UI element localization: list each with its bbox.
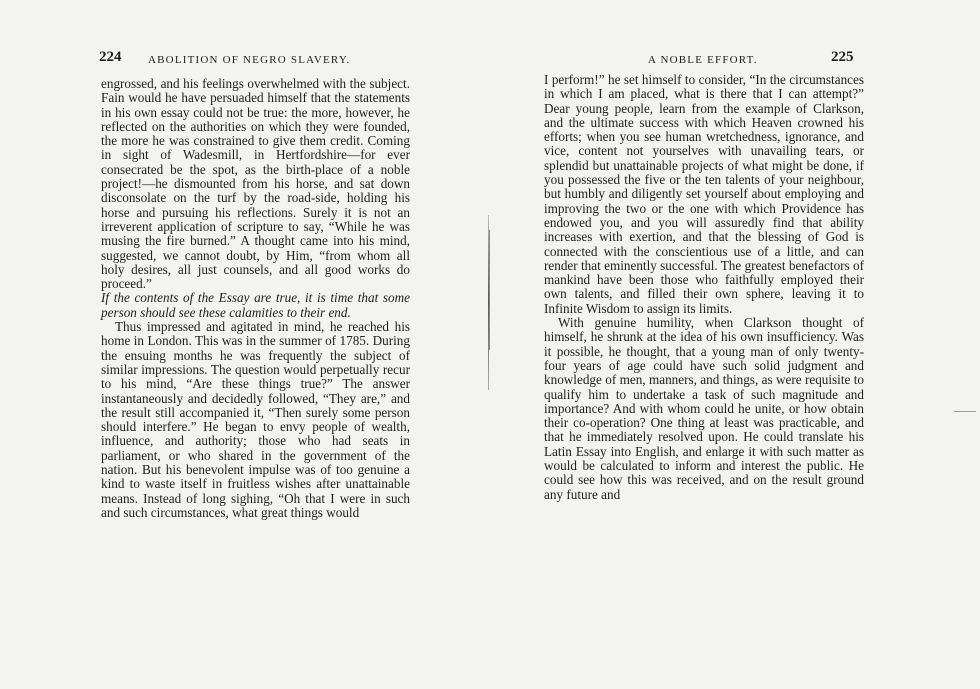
right-page — [490, 0, 980, 689]
left-page-body — [101, 77, 410, 520]
right-paragraph-2: With genuine humility, when Clarkson thought of himself, he shrunk at the idea of his own insufficiency. Was it possible, he thought, that a young man of only twenty-four years of age could have such solid judgment and knowledge of men, manners, and things, as were requisite to qualify him to undertake a task of such magnitude and importance? And with whom could he unite, or how obtain their co-operation? One thing at least was practicable, and that he immediately resolved upon. He could translate his Latin Essay into English, and enlarge it with such matter as would be calculated to inform and interest the public. He could see how this was received, and on the result ground any future and — [544, 315, 864, 502]
right-paragraph-1: I perform!” he set himself to consider, “In the circumstances in which I am placed, what is there that I can attempt?” Dear young people, learn from the example of Clarkson, and the ultimate success with which Heaven crowned his efforts; when you see human wretchedness, ignorance, and vice, content not yourselves with unavailing tears, or splendid but unattainable projects of what might be done, if you possessed the five or the ten talents of your neighbour, but humbly and diligently set yourself about employing and improving the two or the one with which Providence has endowed you, and you will assuredly find that ability increases with exertion, and that the blessing of God is connected with the conscientious use of a little, and can render that eminently successful. The greatest benefactors of mankind have been those who faithfully employed their own talents, and filled their own sphere, leaving it to Infinite Wisdom to assign its limits. — [544, 72, 864, 316]
left-paragraph-2-italic: If the contents of the Essay are true, it is time that some person should see these calamities to their end. — [101, 290, 410, 320]
right-page-number: 225 — [831, 49, 854, 65]
right-page-body — [544, 73, 864, 502]
left-paragraph-3: Thus impressed and agitated in mind, he reached his home in London. This was in the summer of 1785. During the ensuing months he was frequently the subject of similar impressions. The question would perpetually recur to his mind, “Are these things true?” The answer instantaneously and decidedly followed, “They are,” and the result still accompanied it, “Then surely some person should interfere.” He began to envy people of wealth, influence, and authority; those who had seats in parliament, or who shared in the government of the nation. But his benevolent impulse was of too genuine a kind to waste itself in fruitless wishes after unattainable means. Instead of long sighing, “Oh that I were in such and such circumstances, what great things would — [101, 319, 410, 520]
margin-rule-mark — [954, 411, 976, 412]
left-running-head: ABOLITION OF NEGRO SLAVERY. — [148, 54, 351, 66]
left-paragraph-1: engrossed, and his feelings overwhelmed with the subject. Fain would he have persuaded himself that the statements in his own essay could not be true: the more, however, he reflected on the authorities on which they were founded, the more he was constrained to give them credit. Coming in sight of Wadesmill, in Hertfordshire—for ever consecrated be the spot, as the birth-place of a noble project!—he dismounted from his horse, and sat down disconsolate on the turf by the road-side, holding his horse and pursuing his reflections. Surely it is not an irreverent application of scripture to say, “While he was musing the fire burned.” A thought came into his mind, suggested, we cannot doubt, by Him, “from whom all holy desires, all just counsels, and all good works do proceed.” — [101, 76, 410, 292]
right-running-head: A NOBLE EFFORT. — [648, 54, 758, 66]
left-page-number: 224 — [99, 49, 122, 65]
